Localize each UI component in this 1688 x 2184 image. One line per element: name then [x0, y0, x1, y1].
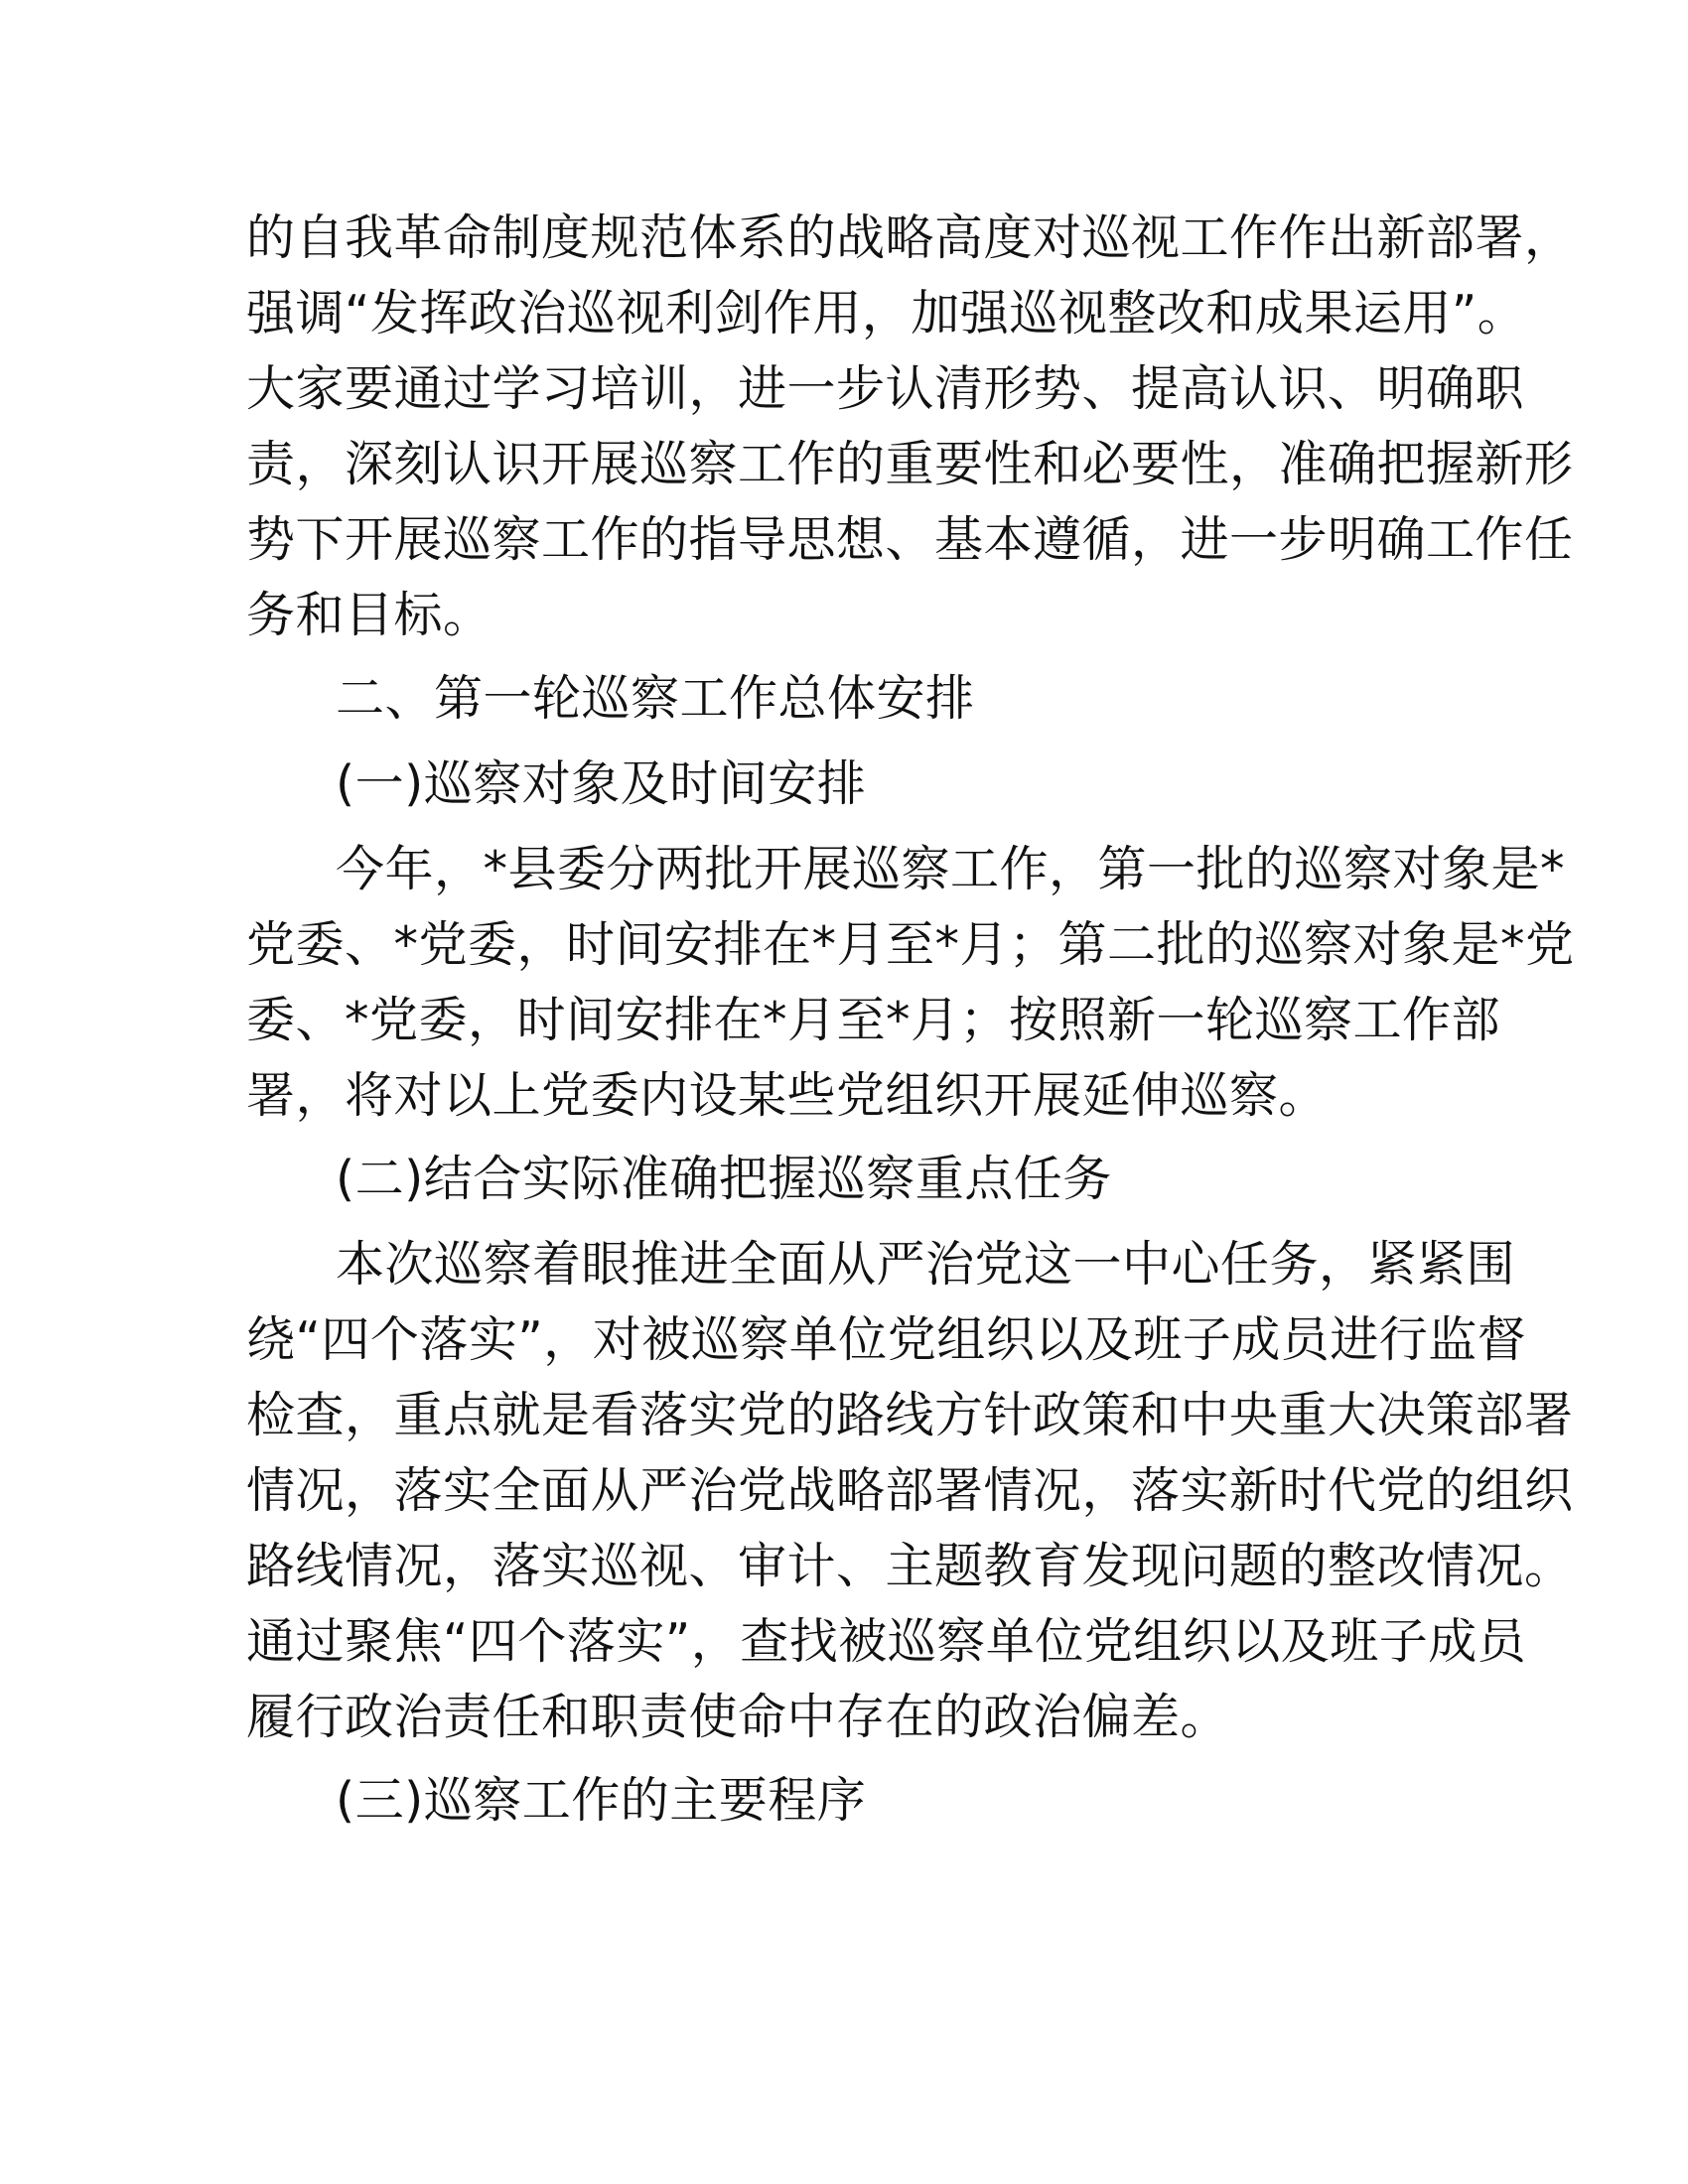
- text-line: 今年，*县委分两批开展巡察工作，第一批的巡察对象是*: [336, 841, 1566, 897]
- text-line: 责，深刻认识开展巡察工作的重要性和必要性，准确把握新形: [246, 436, 1574, 492]
- text-line: 履行政治责任和职责使命中存在的政治偏差。: [246, 1689, 1230, 1745]
- text-line: 党委、*党委，时间安排在*月至*月；第二批的巡察对象是*党: [246, 916, 1575, 973]
- subsection-heading: (一)巡察对象及时间安排: [336, 755, 867, 812]
- text-line: 路线情况，落实巡视、审计、主题教育发现问题的整改情况。: [246, 1538, 1574, 1594]
- text-line: 委、*党委，时间安排在*月至*月；按照新一轮巡察工作部: [246, 992, 1501, 1048]
- text-line: 通过聚焦“四个落实”，查找被巡察单位党组织以及班子成员: [246, 1613, 1527, 1670]
- text-line: 强调“发挥政治巡视利剑作用，加强巡视整改和成果运用”。: [246, 285, 1527, 341]
- text-line: 绕“四个落实”，对被巡察单位党组织以及班子成员进行监督: [246, 1311, 1527, 1368]
- text-line: 务和目标。: [246, 587, 492, 643]
- text-line: 本次巡察着眼推进全面从严治党这一中心任务，紧紧围: [336, 1236, 1516, 1293]
- subsection-heading: (三)巡察工作的主要程序: [336, 1772, 867, 1829]
- section-heading: 二、第一轮巡察工作总体安排: [336, 670, 975, 727]
- text-line: 势下开展巡察工作的指导思想、基本遵循，进一步明确工作任: [246, 511, 1574, 568]
- text-line: 大家要通过学习培训，进一步认清形势、提高认识、明确职: [246, 360, 1525, 417]
- text-line: 情况，落实全面从严治党战略部署情况，落实新时代党的组织: [246, 1462, 1574, 1519]
- text-line: 检查，重点就是看落实党的路线方针政策和中央重大决策部署: [246, 1387, 1574, 1443]
- text-line: 署，将对以上党委内设某些党组织开展延伸巡察。: [246, 1067, 1329, 1124]
- text-line: 的自我革命制度规范体系的战略高度对巡视工作作出新部署，: [246, 209, 1574, 266]
- subsection-heading: (二)结合实际准确把握巡察重点任务: [336, 1151, 1112, 1207]
